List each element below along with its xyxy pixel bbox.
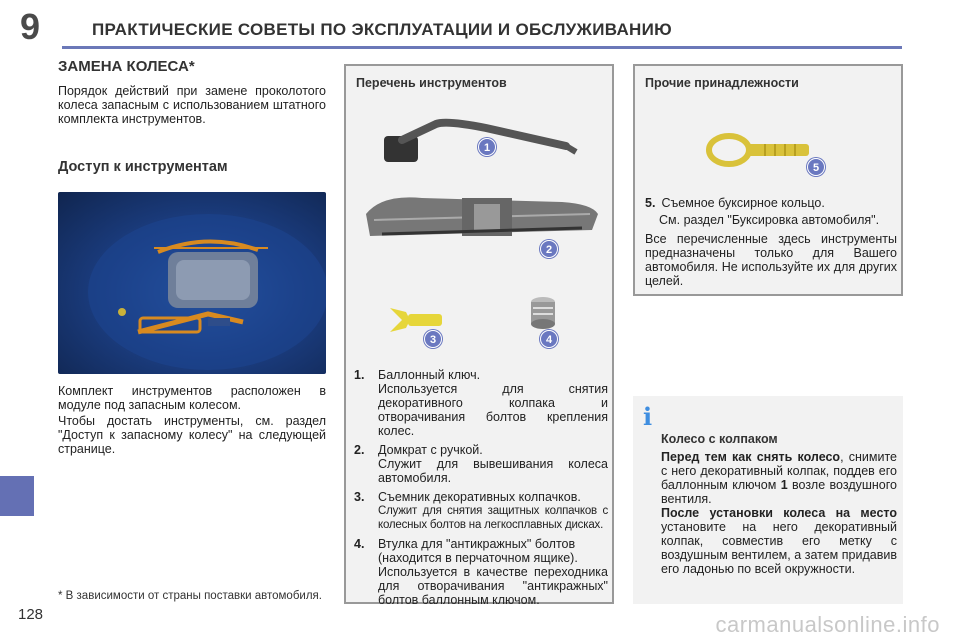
item-name: Съемник декоративных колпачков. — [378, 490, 581, 504]
info-icon: i — [643, 402, 653, 431]
footnote: * В зависимости от страны поставки автомобиля. — [58, 590, 322, 602]
install-paragraph: После установки колеса на место установите на него декоративный колпак, совместив его метку с воздушным вентилем, а затем придавив его ладонью по всей окружности. — [661, 506, 897, 576]
item-description: Служит для снятия защитных колпачков с колесных болтов на легкосплавных дисках. — [378, 505, 608, 531]
tools-title: Перечень инструментов — [356, 76, 507, 90]
accessories-panel — [633, 64, 903, 296]
list-item: 1. Баллонный ключ. Используется для снятия декоративного колпака и отворачивания болтов крепления колес. — [354, 368, 608, 438]
left-column — [58, 58, 326, 456]
chapter-side-tab — [0, 476, 34, 516]
badge-1: 1 — [478, 138, 496, 156]
jack-icon — [362, 184, 602, 256]
watermark: carmanualsonline.info — [715, 612, 940, 637]
tools-panel — [344, 64, 614, 607]
badge-3: 3 — [424, 330, 442, 348]
anti-theft-socket-icon — [526, 294, 560, 334]
header-rule — [62, 46, 902, 49]
trunk-photo — [58, 192, 326, 374]
towing-eye-icon — [705, 128, 815, 178]
kit-location-paragraph: Комплект инструментов расположен в модуле под запасным колесом. — [58, 384, 326, 412]
list-item: 3. Съемник декоративных колпачков. Служит для снятия защитных колпачков с колесных болтов на легкосплавных дисках. — [354, 490, 608, 531]
accessories-title: Прочие принадлежности — [645, 76, 799, 90]
badge-4: 4 — [540, 330, 558, 348]
item-description: Используется для снятия декоративного колпака и отворачивания болтов крепления колес. — [378, 382, 608, 438]
list-item: 4. Втулка для "антикражных" болтов (находится в перчаточном ящике). Используется в качестве переходника для отворачивания "антикражных" болтов баллонным ключом. — [354, 537, 608, 607]
item-name: Втулка для "антикражных" болтов (находится в перчаточном ящике). — [378, 537, 578, 565]
item-name: Домкрат с ручкой. — [378, 443, 483, 457]
info-panel — [633, 396, 903, 604]
subsection-title: Доступ к инструментам — [58, 159, 228, 175]
chapter-number: 9 — [20, 6, 41, 47]
accessory-name: Съемное буксирное кольцо. — [661, 196, 825, 210]
info-title: Колесо с колпаком — [661, 432, 778, 446]
section-title: ЗАМЕНА КОЛЕСА* — [58, 58, 195, 75]
tools-list — [354, 368, 608, 612]
item-name: Баллонный ключ. — [378, 368, 481, 382]
page-number: 128 — [18, 606, 44, 623]
accessories-note: Все перечисленные здесь инструменты предназначены только для Вашего автомобиля. Не используйте их для других целей. — [645, 232, 897, 288]
intro-paragraph: Порядок действий при замене проколотого колеса запасным с использованием штатного комплекта инструментов. — [58, 84, 326, 126]
item-description: Используется в качестве переходника для отворачивания "антикражных" болтов баллонным ключом. — [378, 565, 608, 607]
chapter-title: ПРАКТИЧЕСКИЕ СОВЕТЫ ПО ЭКСПЛУАТАЦИИ И ОБСЛУЖИВАНИЮ — [92, 20, 672, 39]
badge-5: 5 — [807, 158, 825, 176]
list-item: 2. Домкрат с ручкой. Служит для вывешивания колеса автомобиля. — [354, 443, 608, 485]
item-description: Служит для вывешивания колеса автомобиля. — [378, 457, 608, 485]
accessory-description: См. раздел "Буксировка автомобиля". — [659, 213, 880, 227]
accessory-item: 5. Съемное буксирное кольцо. — [645, 196, 825, 210]
badge-2: 2 — [540, 240, 558, 258]
access-paragraph: Чтобы достать инструменты, см. раздел "Доступ к запасному колесу" на следующей странице. — [58, 414, 326, 456]
removal-paragraph: Перед тем как снять колесо, снимите с него декоративный колпак, поддев его баллонным ключом 1 возле воздушного вентиля. — [661, 450, 897, 506]
